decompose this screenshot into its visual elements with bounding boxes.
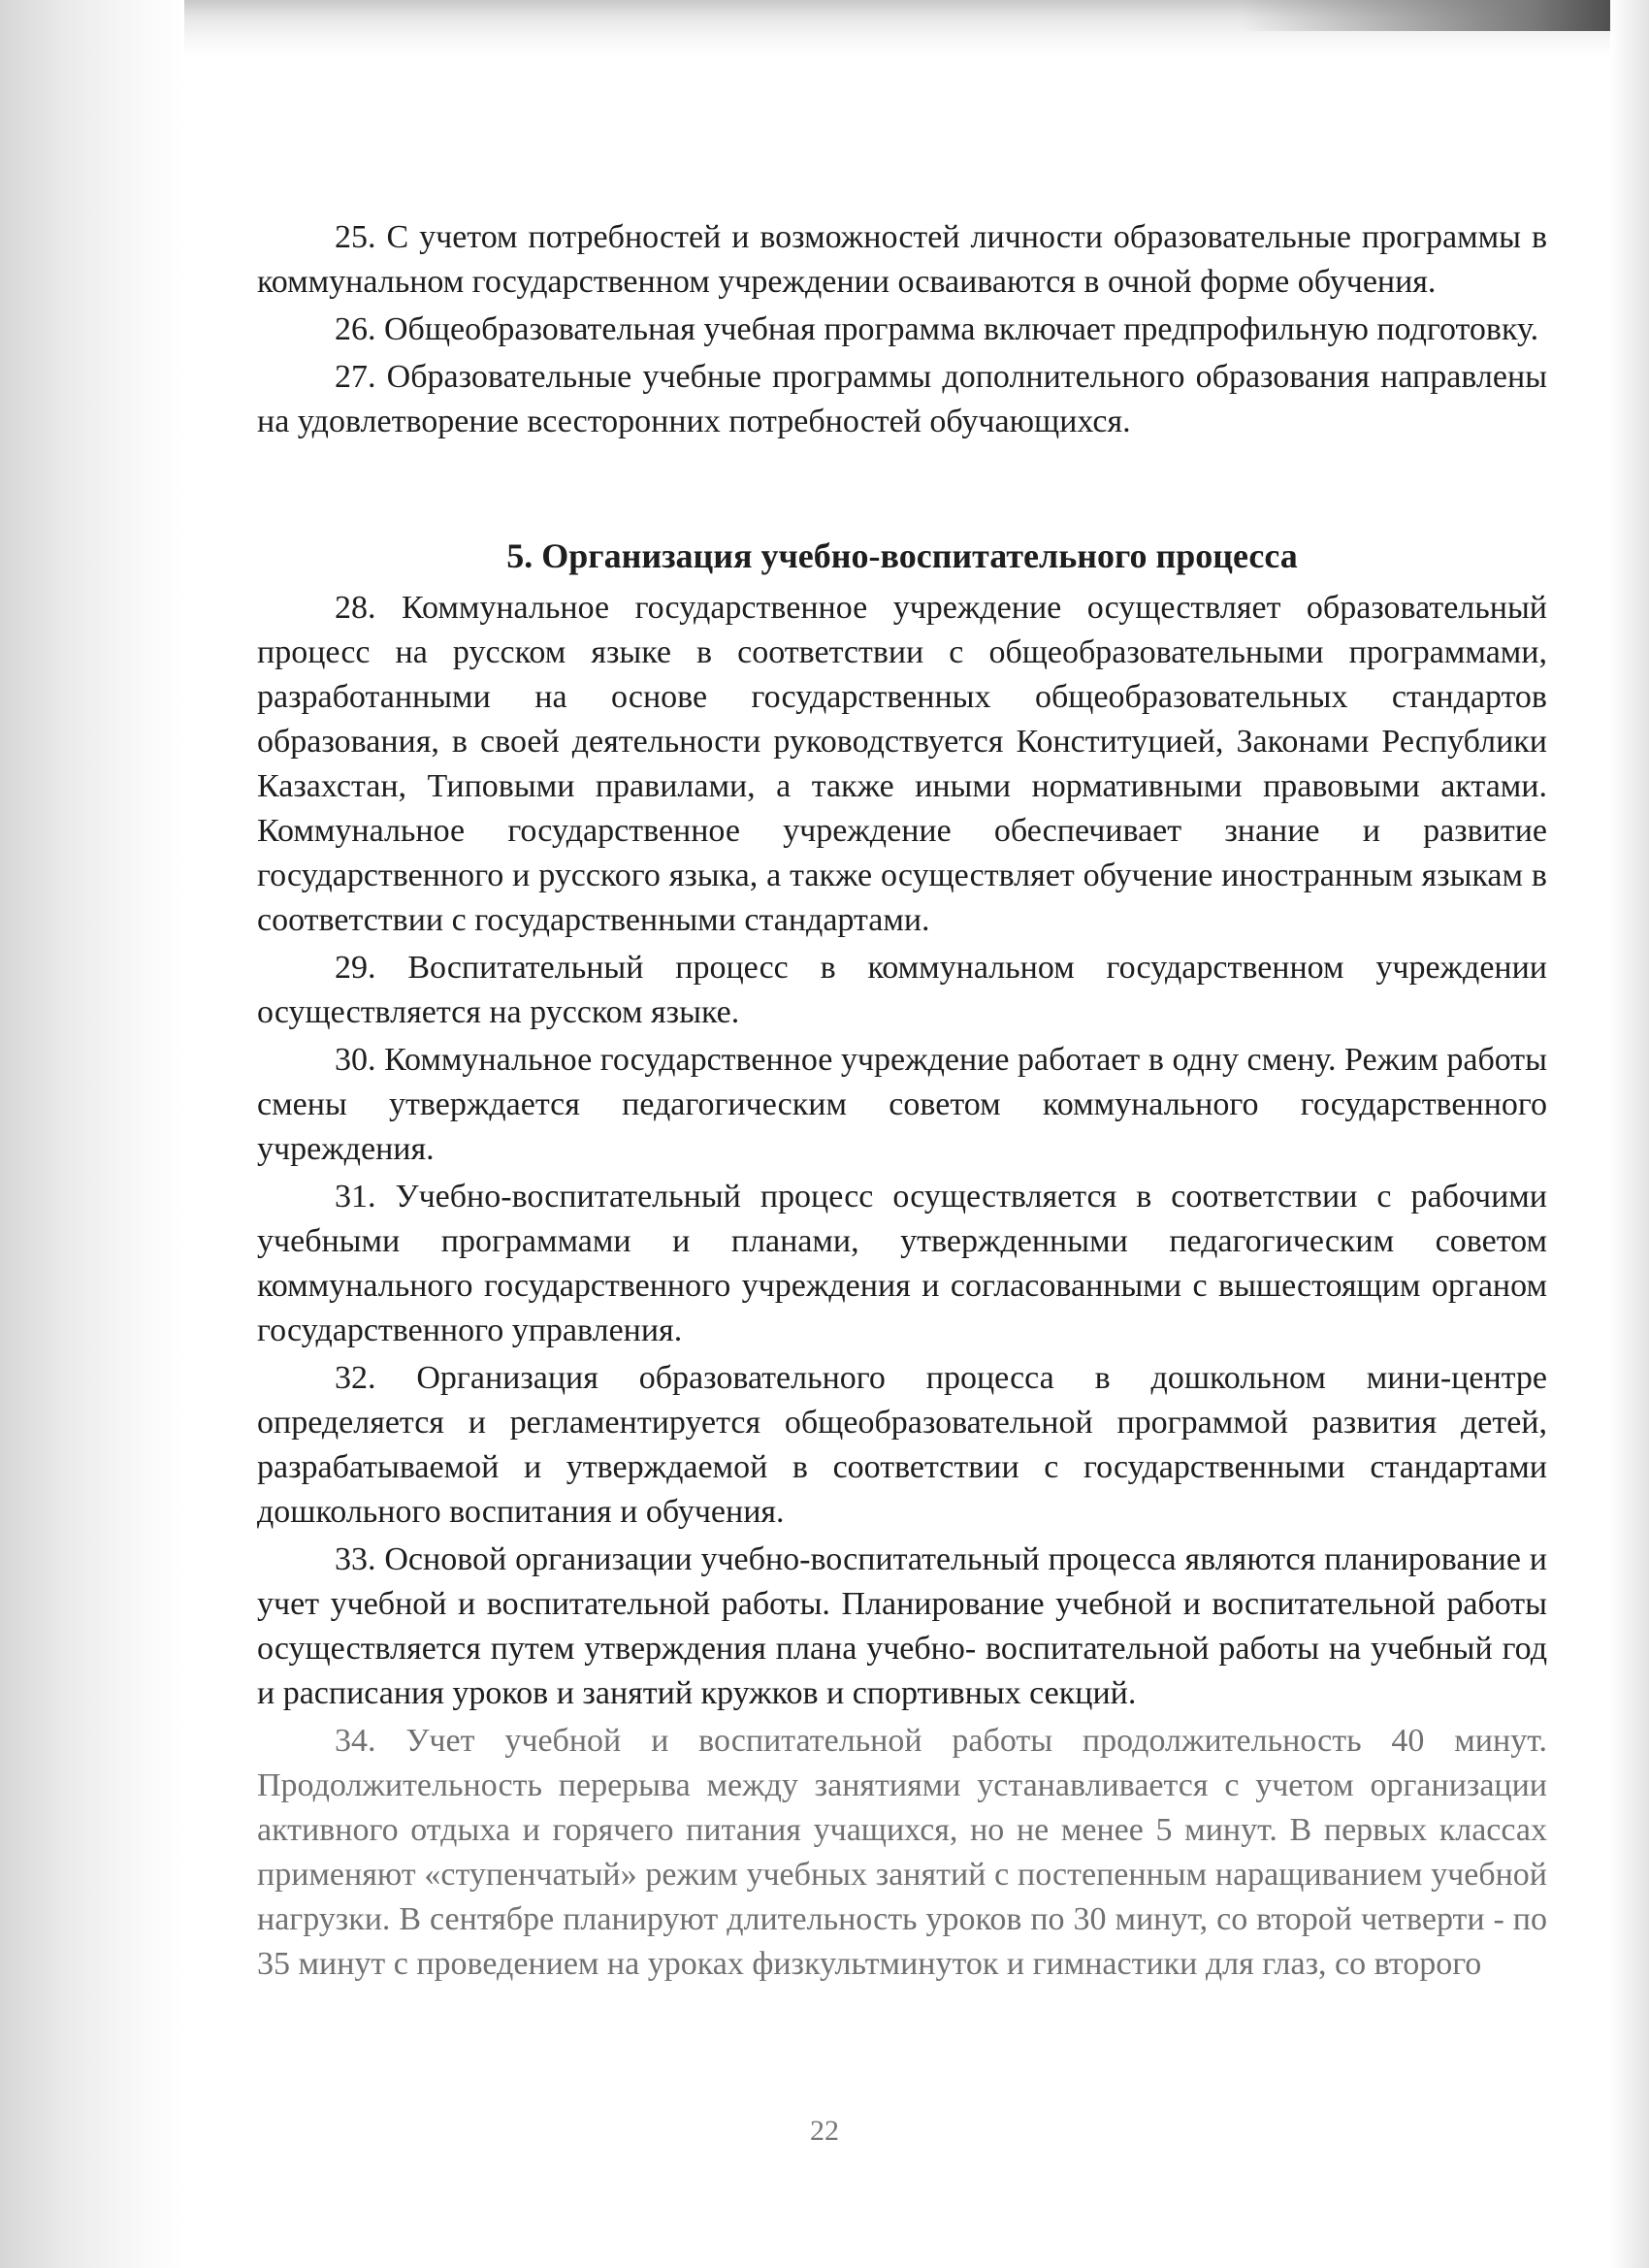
paragraph-number: 27. <box>335 359 376 395</box>
paragraph-text: Основой организации учебно-воспитательный процесса являются планирование и учет учебной и воспитательной работы. Планирование учебной и воспитательной работы осуществляется путем утверждения плана учебно- воспитательной работы на учебный год и расписания уроков и занятий кружков и спортивных секций. <box>257 1541 1547 1711</box>
paragraph-text: Образовательные учебные программы дополнительного образования направлены на удовлетворение всесторонних потребностей обучающихся. <box>257 359 1547 439</box>
paragraph-34 <box>257 1719 1547 1987</box>
scan-shadow-right <box>1610 0 1649 2268</box>
paragraph-32 <box>257 1356 1547 1535</box>
paragraph-25 <box>257 215 1547 305</box>
paragraph-text: Коммунальное государственное учреждение работает в одну смену. Режим работы смены утверждается педагогическим советом коммунального государственного учреждения. <box>257 1042 1547 1167</box>
paragraph-text: Учебно-воспитательный процесс осуществляется в соответствии с рабочими учебными программами и планами, утвержденными педагогическим советом коммунального государственного учреждения и согласованными с вышестоящим органом государственного управления. <box>257 1179 1548 1348</box>
paragraph-text: Организация образовательного процесса в дошкольном мини-центре определяется и регламентируется общеобразовательной программой развития детей, разрабатываемой и утверждаемой в соответствии с государственными стандартами дошкольного воспитания и обучения. <box>257 1360 1547 1530</box>
paragraph-number: 29. <box>335 950 376 986</box>
paragraph-text: Воспитательный процесс в коммунальном государственном учреждении осуществляется на русском языке. <box>257 950 1548 1030</box>
paragraph-number: 31. <box>335 1179 376 1215</box>
paragraph-text: Общеобразовательная учебная программа включает предпрофильную подготовку. <box>384 311 1539 347</box>
paragraph-text: Учет учебной и воспитательной работы продолжительность 40 минут. Продолжительность перерыва между занятиями устанавливается с учетом организации активного отдыха и горячего питания учащихся, но не менее 5 минут. В первых классах применяют «ступенчатый» режим учебных занятий с постепенным наращиванием учебной нагрузки. В сентябре планируют длительность уроков по 30 минут, со второй четверти - по 35 минут с проведением на уроках физкультминуток и гимнастики для глаз, со второго <box>257 1723 1547 1982</box>
paragraph-number: 30. <box>335 1042 376 1078</box>
section-heading: 5. Организация учебно-воспитательного процесса <box>506 536 1298 575</box>
paragraph-number: 32. <box>335 1360 376 1396</box>
document-page <box>257 215 1547 1990</box>
paragraph-text: Коммунальное государственное учреждение осуществляет образовательный процесс на русском языке в соответствии с общеобразовательными программами, разработанными на основе государственных общеобразовательных стандартов образования, в своей деятельности руководствуется Конституцией, Законами Республики Казахстан, Типовыми правилами, а также иными нормативными правовыми актами. Коммунальное государственное учреждение обеспечивает знание и развитие государственного и русского языка, а также осуществляет обучение иностранным языкам в соответствии с государственными стандартами. <box>257 590 1548 938</box>
scan-shadow-top-right <box>1242 0 1649 31</box>
page-number: 22 <box>810 2115 839 2147</box>
paragraph-number: 34. <box>335 1723 376 1759</box>
paragraph-31 <box>257 1175 1547 1353</box>
paragraph-number: 26. <box>335 311 376 347</box>
paragraph-26 <box>257 308 1547 352</box>
paragraph-33 <box>257 1538 1547 1716</box>
paragraph-27 <box>257 355 1547 444</box>
paragraph-number: 28. <box>335 590 376 626</box>
paragraph-28 <box>257 586 1547 943</box>
paragraph-number: 33. <box>335 1541 376 1577</box>
paragraph-text: С учетом потребностей и возможностей личности образовательные программы в коммунальном государственном учреждении осваиваются в очной форме обучения. <box>257 219 1547 300</box>
scan-shadow-left <box>0 0 184 2268</box>
paragraph-30 <box>257 1038 1547 1172</box>
paragraph-number: 25. <box>335 219 376 255</box>
paragraph-29 <box>257 946 1547 1035</box>
